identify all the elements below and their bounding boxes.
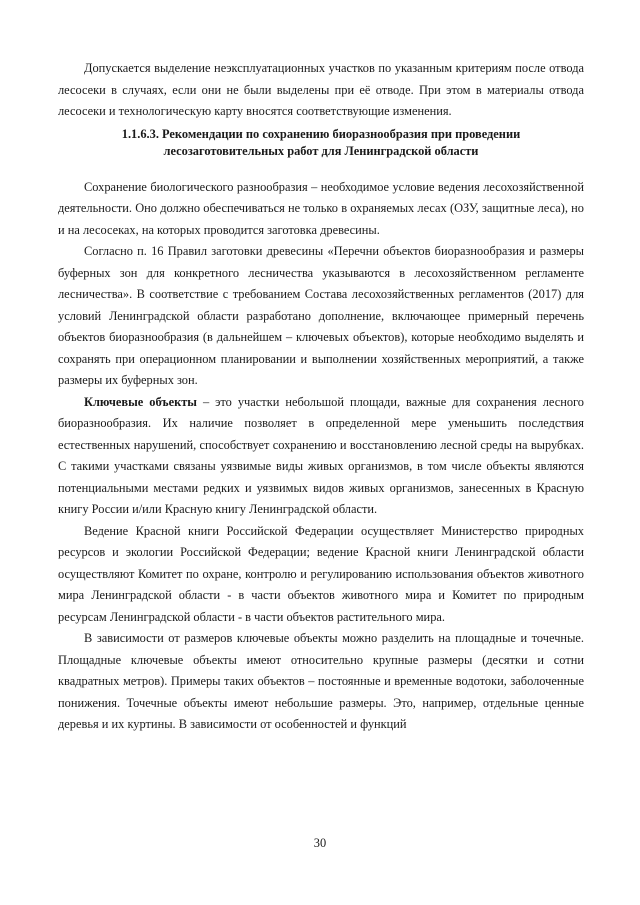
section-heading: [58, 126, 584, 160]
section-heading-line-1: 1.1.6.3. Рекомендации по сохранению биоразнообразия при проведении: [121, 126, 521, 141]
paragraph-krasnaya-kniga: Ведение Красной книги Российской Федерации осуществляет Министерство природных ресурсов и экологии Российской Федерации; ведение Красной книги Ленинградской области осуществляют Комитет по охране, контролю и регулированию использования объектов животного мира Ленинградской области - в части объектов животного мира и Комитет по природным ресурсам Ленинградской области - в части объектов растительного мира.: [58, 523, 584, 624]
paragraph-pravila-zagotovki: Согласно п. 16 Правил заготовки древесины «Перечни объектов биоразнообразия и размеры буферных зон для конкретного лесничества указываются в лесохозяйственном регламенте лесничества». В соответствие с требованием Состава лесохозяйственных регламентов (2017) для условий Ленинградской области разработано дополнение, включающее примерный перечень объектов биоразнообразия (в дальнейшем – ключевых объектов), которые необходимо выделять и сохранять при операционном планировании и выполнении хозяйственных мероприятий, а также размеры их буферных зон.: [58, 244, 584, 387]
section-heading-line-2: лесозаготовительных работ для Ленинградской области: [163, 143, 479, 158]
paragraph-neexpluatatsionnye-uchastki: Допускается выделение неэксплуатационных участков по указанным критериям после отвода лесосеки в случаях, если они не были выделены при её отводе. При этом в материалы отвода лесосеки и технологическую карту вносятся соответствующие изменения.: [58, 61, 584, 118]
paragraph-klyuchevye-obekty-text: – это участки небольшой площади, важные для сохранения лесного биоразнообразия. Их наличие позволяет в определенной мере уменьшить последствия естественных нарушений, способствует сохранению и восстановлению лесной среды на вырубках. С такими участками связаны уязвимые виды живых организмов, в том числе объекты являются потенциальными местами редких и уязвимых видов живых организмов, занесенных в Красную книгу России и/или Красную книгу Ленинградской области.: [58, 394, 584, 516]
page-number: 30: [313, 836, 327, 850]
paragraph-razmery-obektov: В зависимости от размеров ключевые объекты можно разделить на площадные и точечные. Площадные ключевые объекты имеют относительно крупные размеры (десятки и сотни квадратных метров). Примеры таких объектов – постоянные и временные водотоки, заболоченные понижения. Точечные объекты имеют небольшие размеры. Это, например, отдельные ценные деревья и их куртины. В зависимости от особенностей и функций: [58, 631, 584, 731]
spacer: [58, 168, 584, 177]
paragraph-klyuchevye-obekty: [58, 392, 584, 521]
paragraph-sokhranenie-bioraznoobraziya: Сохранение биологического разнообразия – необходимое условие ведения лесохозяйственной деятельности. Оно должно обеспечиваться не только в охраняемых лесах (ОЗУ, защитные леса), но и на лесосеках, на которых проводится заготовка древесины.: [58, 179, 584, 237]
term-klyuchevye-obekty: Ключевые объекты: [84, 394, 197, 409]
document-page: [58, 58, 584, 736]
